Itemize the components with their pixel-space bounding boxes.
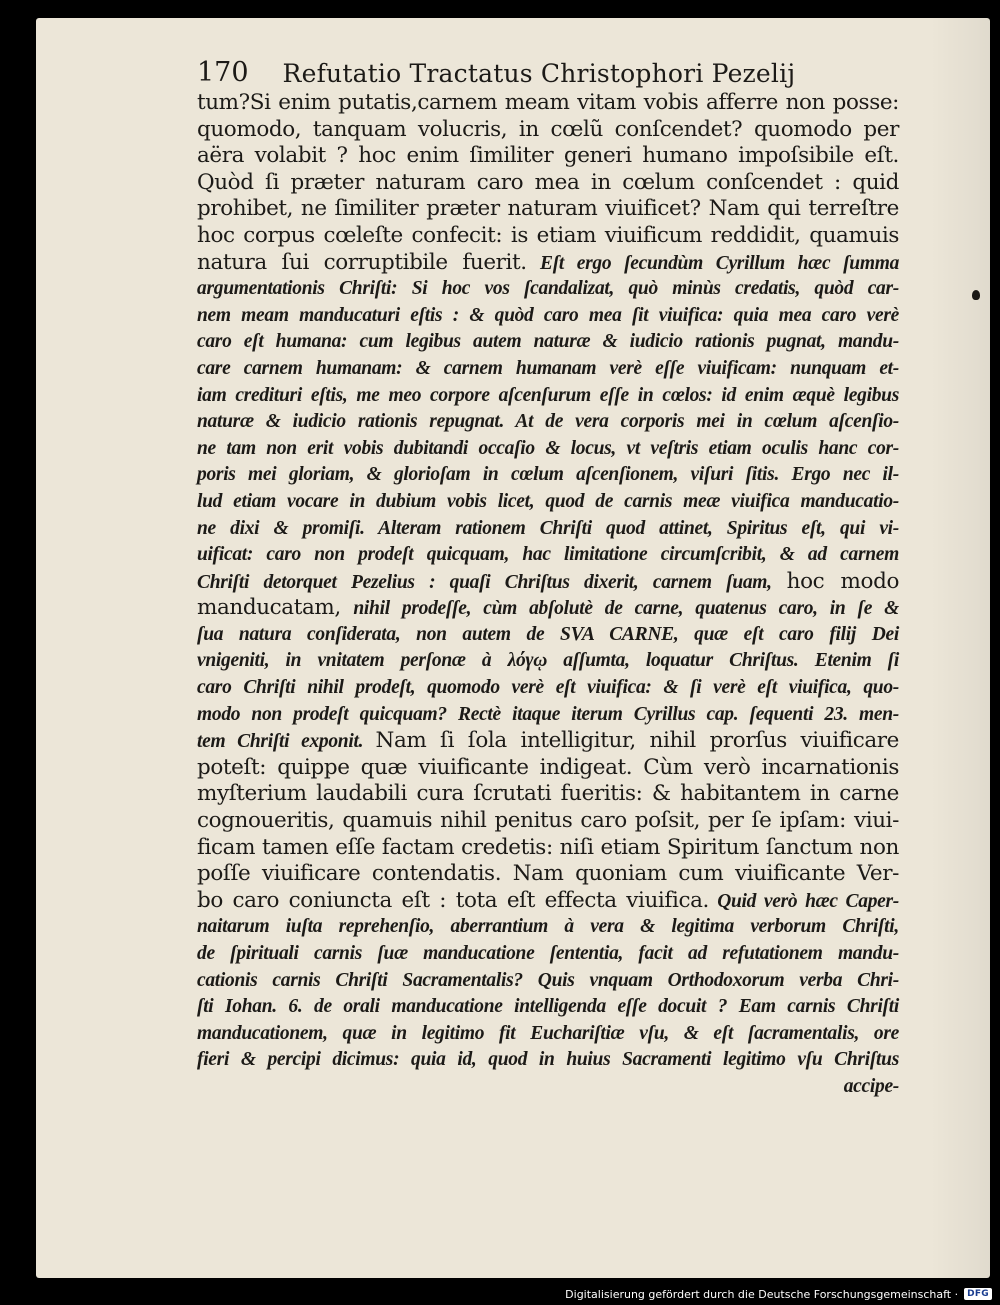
page-number: 170: [197, 57, 249, 88]
text-line: [197, 781, 899, 808]
text-line: [197, 808, 899, 835]
roman-text: ficam tamen eſſe factam credetis: niſi etiam Spiritum ſanctum non: [197, 834, 899, 860]
roman-text: quomodo, tanquam volucris, in cœlũ conſcendet? quomodo per: [197, 116, 899, 142]
text-line: [197, 595, 899, 622]
italic-text: ne tam non erit vobis dubitandi occaſio & locus, vt veſtris etiam oculis hanc cor-: [197, 437, 899, 459]
text-line: [197, 755, 899, 782]
italic-text: care carnem humanam: & carnem humanam verè eſſe viuificam: nunquam et-: [197, 357, 899, 379]
italic-text: argumentationis Chriſti: Si hoc vos ſcandalizat, quò minùs credatis, quòd car-: [197, 278, 899, 300]
italic-text: nihil prodeſſe, cùm abſolutè de carne, quatenus caro, in ſe &: [353, 598, 899, 620]
text-line: [197, 728, 899, 755]
text-line: [197, 329, 899, 356]
text-line: [197, 276, 899, 303]
catchword-line: [197, 1074, 899, 1101]
italic-text: caro Chriſti nihil prodeſt, quomodo verè eſt viuifica: & ſi verè eſt viuifica, quo-: [197, 677, 899, 699]
italic-text: modo non prodeſt quicquam? Rectè itaque iterum Cyrillus cap. ſequenti 23. men-: [197, 703, 899, 725]
italic-text: caro eſt humana: cum legibus autem naturæ & iudicio rationis pugnat, mandu-: [197, 331, 899, 353]
text-line: [197, 914, 899, 941]
text-line: [197, 117, 899, 144]
italic-text: de ſpirituali carnis ſuæ manducatione ſententia, facit ad refutationem mandu-: [197, 943, 899, 964]
credit-text: Digitalisierung gefördert durch die Deutsche Forschungsgemeinschaft ·: [565, 1287, 959, 1301]
italic-text: ne dixi & promiſi. Alteram rationem Chriſti quod attinet, Spiritus eſt, qui vi-: [197, 517, 899, 539]
text-line: [197, 994, 899, 1021]
italic-text: naturæ & iudicio rationis repugnat. At de vera corporis mei in cœlum aſcenſio-: [197, 411, 899, 433]
roman-text: cognoueritis, quamuis nihil penitus caro poſsit, per ſe ipſam: viui-: [197, 808, 899, 834]
running-title: Refutatio Tractatus Christophori Pezelij: [282, 59, 796, 88]
text-line: [197, 143, 899, 170]
text-line: [197, 90, 899, 117]
dfg-logo: DFG: [964, 1288, 992, 1300]
digitization-credit: [565, 1286, 992, 1302]
text-line: [197, 303, 899, 330]
text-line: [197, 542, 899, 569]
italic-text: Quid verò hæc Caper-: [717, 890, 899, 912]
text-line: [197, 888, 899, 915]
italic-text: iam credituri eſtis, me meo corpore aſcenſurum eſſe in cœlos: id enim æquè legibus: [197, 384, 899, 406]
text-line: [197, 622, 899, 649]
text-line: [197, 675, 899, 702]
text-line: [197, 1047, 899, 1074]
italic-text: lud etiam vocare in dubium vobis licet, quod de carnis meæ viuifica manducatio-: [197, 490, 899, 512]
roman-text: Nam ſi ſola intelligitur, nihil prorſus viuificare: [375, 728, 900, 754]
italic-text: Chriſti detorquet Pezelius : quaſi Chriſtus dixerit, carnem ſuam,: [197, 571, 772, 593]
italic-text: tem Chriſti exponit.: [197, 731, 364, 753]
roman-text: bo caro coniuncta eſt : tota eſt effecta viuifica.: [197, 887, 709, 913]
text-line: [197, 409, 899, 436]
italic-text: poris mei gloriam, & glorioſam in cœlum aſcenſionem, viſuri ſitis. Ergo nec il-: [197, 464, 899, 486]
body-text: [197, 90, 899, 1101]
text-line: [197, 861, 899, 888]
text-line: [197, 356, 899, 383]
catchword: accipe-: [843, 1075, 899, 1097]
roman-text: poteſt: quippe quæ viuificante indigeat. Cùm verò incarnationis: [197, 754, 899, 780]
text-line: [197, 569, 899, 596]
italic-text: manducationem, quæ in legitimo fit Euchariſtiæ vſu, & eſt ſacramentalis, ore: [197, 1022, 899, 1044]
roman-text: hoc corpus cœleſte confecit: is etiam viuificum reddidit, quamuis: [197, 222, 899, 248]
italic-text: cationis carnis Chriſti Sacramentalis? Quis vnquam Orthodoxorum verba Chri-: [197, 969, 899, 991]
page-header: [197, 42, 837, 88]
italic-text: fieri & percipi dicimus: quia id, quod in huius Sacramenti legitimo vſu Chriſtus: [197, 1049, 899, 1071]
italic-text: ſua natura conſiderata, non autem de SVA CARNE, quæ eſt caro filij Dei: [197, 623, 899, 645]
roman-text: Quòd ſi præter naturam caro mea in cœlum conſcendet : quid: [197, 169, 899, 195]
roman-text: poſſe viuificare contendatis. Nam quoniam cum viuificante Ver-: [197, 861, 899, 887]
roman-text: hoc modo: [786, 568, 899, 594]
text-line: [197, 941, 899, 968]
roman-text: tum?Si enim putatis,carnem meam vitam vobis afferre non posse:: [197, 90, 899, 115]
text-line: [197, 436, 899, 463]
text-line: [197, 383, 899, 410]
text-line: [197, 702, 899, 729]
roman-text: natura ſui corruptibile fuerit.: [197, 249, 527, 275]
text-line: [197, 250, 899, 277]
italic-text: nem meam manducaturi eſtis : & quòd caro mea ſit viuifica: quia mea caro verè: [197, 304, 899, 326]
italic-text: vnigeniti, in vnitatem perſonæ à λόγῳ aſſumta, loquatur Chriſtus. Etenim ſi: [197, 650, 899, 672]
text-line: [197, 223, 899, 250]
text-line: [197, 462, 899, 489]
italic-text: ſti Iohan. 6. de orali manducatione intelligenda eſſe docuit ? Eam carnis Chriſti: [197, 996, 899, 1018]
text-line: [197, 648, 899, 675]
roman-text: manducatam,: [197, 595, 341, 621]
roman-text: aëra volabit ? hoc enim ſimiliter generi humano impoſsibile eſt.: [197, 143, 899, 169]
text-line: [197, 489, 899, 516]
text-line: [197, 516, 899, 543]
text-line: [197, 196, 899, 223]
text-line: [197, 835, 899, 862]
roman-text: prohibet, ne ſimiliter præter naturam viuificet? Nam qui terreſtre: [197, 196, 899, 222]
italic-text: uificat: caro non prodeſt quicquam, hac limitatione circumſcribit, & ad carnem: [197, 544, 899, 566]
ink-spot-mark: [972, 290, 980, 300]
italic-text: Eſt ergo ſecundùm Cyrillum hæc ſumma: [540, 252, 900, 274]
roman-text: myſterium laudabili cura ſcrutati fueritis: & habitantem in carne: [197, 781, 899, 807]
text-line: [197, 170, 899, 197]
text-line: [197, 1021, 899, 1048]
text-line: [197, 968, 899, 995]
italic-text: naitarum iuſta reprehenſio, aberrantium à vera & legitima verborum Chriſti,: [197, 916, 899, 938]
